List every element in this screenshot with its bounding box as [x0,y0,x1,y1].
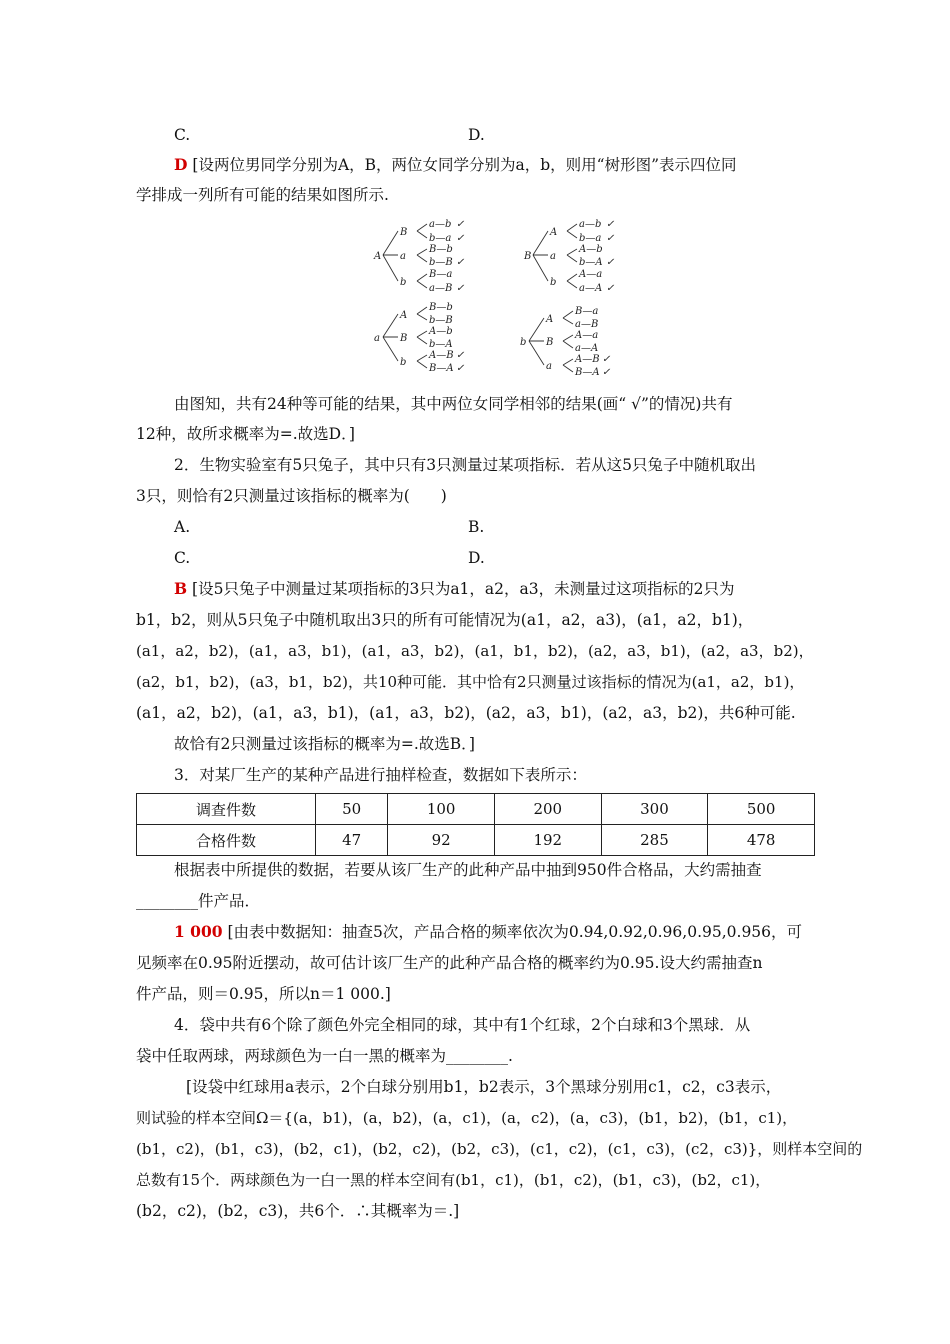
q2-solution-line-6: 故恰有2只测量过该指标的概率为=.故选B．] [174,735,475,753]
table-cell: 92 [388,825,495,856]
tree-branches [563,311,573,372]
q4-solution-line-4: 总数有15个．两球颜色为一白一黑的样本空间有(b1，c1)，(b1，c2)，(b1，c3)，(b2，c1)， [136,1171,771,1189]
q2-option-c: C. [174,549,191,567]
check-icon: ✓ [602,367,611,378]
check-icon: ✓ [606,257,615,268]
q3-solution-text-1: [由表中数据知：抽查5次，产品合格的频率依次为0.94,0.92,0.96,0.95,0.956，可 [227,923,803,941]
tree-leaf: a—B [429,283,453,294]
tree-branches [529,318,544,365]
q1-conclusion-line-1: 由图知，共有24种等可能的结果，其中两位女同学相邻的结果(画“ √”的情况)共有 [174,395,733,413]
tree-branches [533,231,548,281]
tree-leaf: b—A [429,339,453,350]
tree-leaf: B—a [575,306,599,317]
q4-solution-line-5: (b2，c2)，(b2，c3)，共6个．∴其概率为＝.] [136,1202,460,1220]
q2-solution-line-1 [174,578,854,600]
check-icon: ✓ [606,219,615,230]
tree-root: A [374,251,382,262]
q2-stem-line-2: 3只，则恰有2只测量过该指标的概率为( ) [136,487,447,505]
tree-leaf: b—A [579,257,603,268]
tree-root: a [374,333,380,344]
tree-leaf: B—a [429,269,453,280]
q3-stem: 3．对某厂生产的某种产品进行抽样检查，数据如下表所示： [174,766,587,784]
tree-node: A [550,227,558,238]
tree-branches [383,231,398,281]
tree-leaf: A—a [579,269,603,280]
table-cell: 300 [601,794,708,825]
q4-solution-line-1: [设袋中红球用a表示，2个白球分别用b1，b2表示，3个黑球分别用c1，c2，c3表示， [186,1078,782,1096]
q3-answer: 1 000 [174,922,223,941]
tree-node: a [546,361,552,372]
tree-node: A [546,314,554,325]
table-row-label: 调查件数 [137,794,316,825]
tree-node: b [550,277,557,288]
q1-answer: D [174,155,188,174]
table-cell: 100 [388,794,495,825]
q1-solution-text-1: [设两位男同学分别为A，B，两位女同学分别为a，b，则用“树形图”表示四位同 [192,156,737,174]
tree-leaf: A—b [429,326,453,337]
table-cell: 50 [316,794,388,825]
q2-option-b: B. [468,518,485,536]
tree-leaf: a—b [429,219,452,230]
tree-branches [417,224,427,288]
tree-node: A [400,310,408,321]
tree-leaf: A—B [429,350,454,361]
table-cell: 47 [316,825,388,856]
table-cell: 500 [708,794,815,825]
q4-solution-line-3: (b1，c2)，(b1，c3)，(b2，c1)，(b2，c2)，(b2，c3)，(c1，c2)，(c1，c3)，(c2，c3)}，则样本空间的 [136,1140,863,1158]
option-d: D. [468,126,485,144]
q3-solution-line-3: 件产品，则＝0.95，所以n＝1 000.] [136,985,391,1003]
q1-solution-line-2: 学排成一列所有可能的结果如图所示. [136,186,389,204]
tree-leaf: a—A [575,343,599,354]
tree-branches [567,224,577,288]
table-row [137,794,815,825]
q3-after-line-2: ________件产品． [136,892,261,910]
check-icon: ✓ [456,233,465,244]
table-cell: 478 [708,825,815,856]
tree-node: B [400,227,408,238]
q4-stem-line-2: 袋中任取两球，两球颜色为一白一黑的概率为________. [136,1047,513,1065]
check-icon: ✓ [606,233,615,244]
tree-diagram-c [372,298,482,380]
table-row-label: 合格件数 [137,825,316,856]
tree-leaf: b—a [579,233,602,244]
table-cell: 285 [601,825,708,856]
prev-options-row [174,124,854,146]
tree-leaf: a—b [579,219,602,230]
tree-diagram-d [518,302,628,384]
table-cell: 200 [494,794,601,825]
tree-root: b [520,337,527,348]
q2-answer: B [174,579,188,598]
q2-option-d: D. [468,549,485,567]
tree-branches [383,314,398,361]
check-icon: ✓ [456,363,465,374]
tree-node: a [400,251,406,262]
check-icon: ✓ [456,350,465,361]
check-icon: ✓ [602,354,611,365]
q1-solution-line-1 [174,154,854,176]
q2-solution-line-3: (a1，a2，b2)，(a1，a3，b1)，(a1，a3，b2)，(a1，b1，b2)，(a2，a3，b1)，(a2，a3，b2)， [136,642,814,660]
tree-node: B [546,337,554,348]
q2-solution-line-2: b1，b2，则从5只兔子中随机取出3只的所有可能情况为(a1，a2，a3)，(a1，a2，b1)， [136,611,754,629]
tree-leaf: A—B [575,354,600,365]
tree-leaf: b—a [429,233,452,244]
q3-solution-line-2: 见频率在0.95附近摆动，故可估计该厂生产的此种产品合格的概率约为0.95.设大约需抽查n [136,954,763,972]
tree-diagram-a [372,214,482,296]
tree-node: b [400,277,407,288]
q2-solution-line-4: (a2，b1，b2)，(a3，b1，b2)，共10种可能．其中恰有2只测量过该指标的情况为(a1，a2，b1)， [136,673,805,691]
tree-leaf: B—A [575,367,600,378]
tree-node: b [400,357,407,368]
tree-leaf: B—b [429,244,453,255]
q2-options-row-2 [174,547,854,569]
q3-solution-line-1 [174,921,854,943]
tree-leaf: b—B [429,315,453,326]
tree-leaf: A—b [579,244,603,255]
tree-diagram-b [522,214,632,296]
q4-stem-line-1: 4．袋中共有6个除了颜色外完全相同的球，其中有1个红球，2个白球和3个黑球．从 [174,1016,751,1034]
q2-solution-line-5: (a1，a2，b2)，(a1，a3，b1)，(a1，a3，b2)，(a2，a3，b1)，(a2，a3，b2)，共6种可能. [136,704,796,722]
check-icon: ✓ [606,283,615,294]
q2-option-a: A. [174,518,191,536]
tree-leaf: A—a [575,330,599,341]
q1-conclusion-line-2: 12种，故所求概率为=.故选D．] [136,425,355,443]
tree-node: B [400,333,408,344]
tree-leaf: b—B [429,257,453,268]
q3-data-table [136,793,815,856]
check-icon: ✓ [456,257,465,268]
table-row [137,825,815,856]
q4-solution-line-2: 则试验的样本空间Ω＝{(a，b1)，(a，b2)，(a，c1)，(a，c2)，(a，c3)，(b1，b2)，(b1，c1)， [136,1109,798,1127]
tree-leaf: B—b [429,302,453,313]
tree-branches [417,307,427,368]
check-icon: ✓ [456,219,465,230]
q2-options-row-1 [174,516,854,538]
tree-leaf: a—A [579,283,603,294]
q2-solution-text-1: [设5只兔子中测量过某项指标的3只为a1，a2，a3，未测量过这项指标的2只为 [192,580,735,598]
tree-leaf: a—B [575,319,599,330]
tree-node: a [550,251,556,262]
check-icon: ✓ [456,283,465,294]
table-cell: 192 [494,825,601,856]
q2-stem-line-1: 2．生物实验室有5只兔子，其中只有3只测量过某项指标．若从这5只兔子中随机取出 [174,456,756,474]
option-c: C. [174,126,191,144]
tree-root: B [524,251,532,262]
tree-leaf: B—A [429,363,454,374]
q3-after-line-1: 根据表中所提供的数据，若要从该厂生产的此种产品中抽到950件合格品，大约需抽查 [174,861,762,879]
